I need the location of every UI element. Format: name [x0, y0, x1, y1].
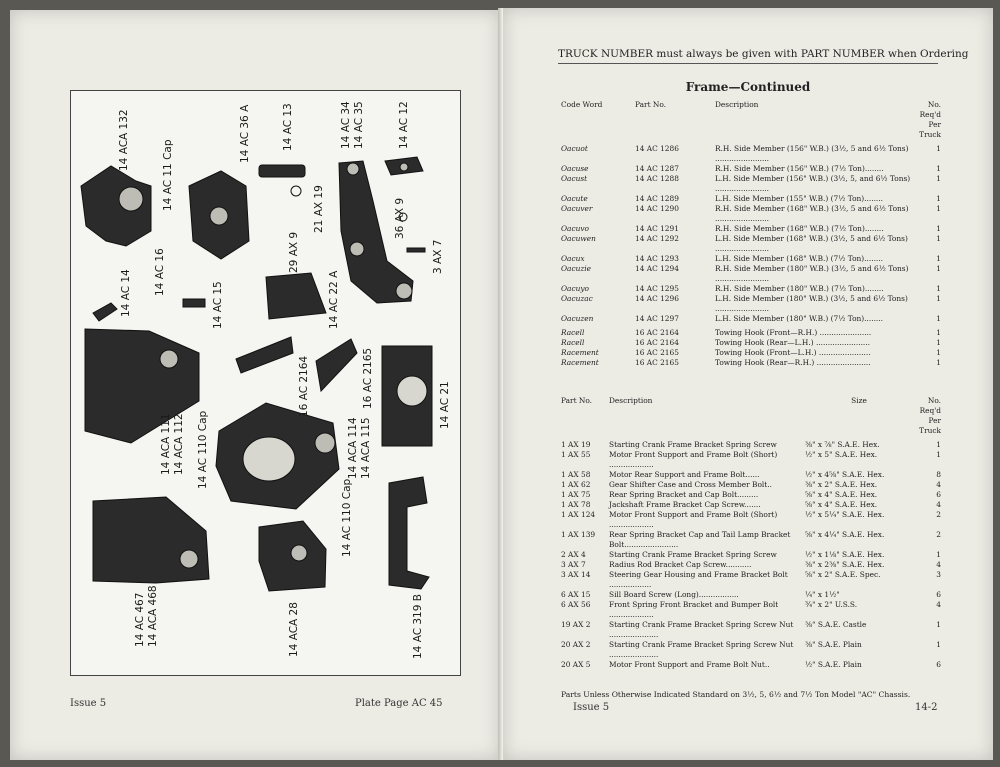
table-row: 3 AX 14 Steering Gear Housing and Frame Bracket Bolt .................. ⅝" x 2" S.A.E. Spec. 3: [561, 570, 941, 589]
table-row: Racell 16 AC 2164 Towing Hook (Front—R.H.) ...................... 1: [561, 328, 941, 337]
col-qty: No. Req'd Per Truck: [919, 100, 941, 139]
plate-label: 14 ACA 132: [118, 109, 130, 171]
table-row: Racell 16 AC 2164 Towing Hook (Rear—L.H.) ....................... 1: [561, 338, 941, 347]
plate-label: 3 AX 7: [432, 239, 444, 274]
plate-label: 36 AX 9: [394, 197, 406, 239]
table-row: 1 AX 58 Motor Rear Support and Frame Bolt...... ½" x 4⅝" S.A.E. Hex. 8: [561, 470, 941, 479]
standard-parts-note: Parts Unless Otherwise Indicated Standard on 3½, 5, 6½ and 7½ Ton Model "AC" Chassis.: [561, 690, 911, 699]
plate-label: 14 AC 110 Cap: [197, 410, 209, 489]
table-header: [561, 396, 941, 436]
left-page: [10, 10, 500, 760]
col-part-no: Part No.: [635, 100, 667, 109]
plate-label: 14 AC 15: [212, 281, 224, 329]
plate-label: 14 AC 21: [439, 381, 451, 429]
plate-label: 14 ACA 111: [160, 413, 172, 475]
table-row: 1 AX 19 Starting Crank Frame Bracket Spring Screw ⅜" x ⅞" S.A.E. Hex. 1: [561, 440, 941, 449]
plate-label: 14 AC 35: [353, 101, 365, 149]
table-row: 1 AX 75 Rear Spring Bracket and Cap Bolt......... ⅝" x 4" S.A.E. Hex. 6: [561, 490, 941, 499]
plate-label: 21 AX 19: [313, 185, 325, 233]
table-row: 1 AX 78 Jackshaft Frame Bracket Cap Screw....... ⅝" x 4" S.A.E. Hex. 4: [561, 500, 941, 509]
table-row: Racement 16 AC 2165 Towing Hook (Rear—R.H.) ....................... 1: [561, 358, 941, 367]
table-row: Racement 16 AC 2165 Towing Hook (Front—L.H.) ...................... 1: [561, 348, 941, 357]
plate-label: 14 AC 319 B: [412, 594, 424, 659]
frame-parts-table: [561, 100, 941, 368]
col-code-word: Code Word: [561, 100, 603, 109]
col-qty: No. Req'd Per Truck: [919, 396, 941, 435]
table-row: 19 AX 2 Starting Crank Frame Bracket Spring Screw Nut ..................... ⅜" S.A.E. Castle 1: [561, 620, 941, 639]
table-row: 1 AX 62 Gear Shifter Case and Cross Member Bolt.. ⅜" x 2" S.A.E. Hex. 4: [561, 480, 941, 489]
plate-label: 14 AC 110 Cap: [341, 478, 353, 557]
plate-label: 14 AC 14: [120, 269, 132, 317]
col-description: Description: [715, 100, 759, 109]
left-footer-issue: Issue 5: [70, 698, 107, 709]
table-row: 20 AX 2 Starting Crank Frame Bracket Spring Screw Nut ..................... ⅜" S.A.E. Plain 1: [561, 640, 941, 659]
right-footer-issue: Issue 5: [573, 702, 610, 713]
table-row: Oacuyo 14 AC 1295 R.H. Side Member (180" W.B.) (7½ Ton)........ 1: [561, 284, 941, 293]
plate-label: 14 AC 467: [134, 592, 146, 647]
table-row: 3 AX 7 Radius Rod Bracket Cap Screw........... ⅜" x 2⅜" S.A.E. Hex. 4: [561, 560, 941, 569]
table-row: Oacuzie 14 AC 1294 R.H. Side Member (180" W.B.) (3½, 5 and 6½ Tons) ....................... 1: [561, 264, 941, 283]
table-header: [561, 100, 941, 140]
table-row: Oacuot 14 AC 1286 R.H. Side Member (156" W.B.) (3½, 5 and 6½ Tons) ....................... 1: [561, 144, 941, 163]
table-row: Oacuse 14 AC 1287 R.H. Side Member (156" W.B.) (7½ Ton)........ 1: [561, 164, 941, 173]
table-row: Oacuzen 14 AC 1297 L.H. Side Member (180" W.B.) (7½ Ton)........ 1: [561, 314, 941, 323]
plate-label: 14 ACA 468: [147, 585, 159, 647]
plate-label: 14 AC 13: [282, 103, 294, 151]
table-row: Oacuzac 14 AC 1296 L.H. Side Member (180" W.B.) (3½, 5 and 6½ Tons) ....................... 1: [561, 294, 941, 313]
table-row: Oacuver 14 AC 1290 R.H. Side Member (168" W.B.) (3½, 5 and 6½ Tons) ....................... 1: [561, 204, 941, 223]
left-footer-plate-page: Plate Page AC 45: [355, 698, 443, 709]
table-row: 6 AX 56 Front Spring Front Bracket and Bumper Bolt ................... ¾" x 2" U.S.S. 4: [561, 600, 941, 619]
table-row: 6 AX 15 Sill Board Screw (Long)................. ¼" x 1½" 6: [561, 590, 941, 599]
plate-label: 14 AC 16: [154, 248, 166, 296]
parts-plate-illustration: [71, 91, 460, 675]
plate-label: 14 AC 12: [398, 101, 410, 149]
right-page: [503, 8, 993, 760]
ordering-note-header: TRUCK NUMBER must always be given with PART NUMBER when Ordering: [558, 48, 938, 64]
plate-label: 14 ACA 28: [288, 602, 300, 657]
plate-label: 14 ACA 114: [347, 417, 359, 479]
table-row: Oacuvo 14 AC 1291 R.H. Side Member (168" W.B.) (7½ Ton)........ 1: [561, 224, 941, 233]
table-row: Oacust 14 AC 1288 L.H. Side Member (156" W.B.) (3½, 5, and 6½ Tons) ....................... 1: [561, 174, 941, 193]
parts-plate: [70, 90, 461, 676]
plate-label: 14 ACA 112: [173, 413, 185, 475]
plate-label: 14 AC 22 A: [328, 270, 340, 329]
col-size: Size: [851, 396, 867, 405]
table-row: 1 AX 139 Rear Spring Bracket Cap and Tail Lamp Bracket Bolt....................... ⅝" x 4¼" S.A.E. Hex. 2: [561, 530, 941, 549]
hardware-parts-table: [561, 396, 941, 670]
col-description: Description: [609, 396, 653, 405]
table-row: Oacute 14 AC 1289 L.H. Side Member (155" W.B.) (7½ Ton)........ 1: [561, 194, 941, 203]
table-row: 2 AX 4 Starting Crank Frame Bracket Spring Screw ½" x 1⅛" S.A.E. Hex. 1: [561, 550, 941, 559]
plate-label: 29 AX 9: [288, 231, 300, 273]
table-row: 20 AX 5 Motor Front Support and Frame Bolt Nut.. ½" S.A.E. Plain 6: [561, 660, 941, 669]
plate-label: 14 AC 34: [340, 101, 352, 149]
right-footer-page-number: 14-2: [915, 702, 938, 713]
table-row: 1 AX 124 Motor Front Support and Frame Bolt (Short) ................... ½" x 5¼" S.A.E. Hex. 2: [561, 510, 941, 529]
table-row: Oacuwen 14 AC 1292 L.H. Side Member (168" W.B.) (3½, 5 and 6½ Tons) ....................... 1: [561, 234, 941, 253]
plate-label: 16 AC 2165: [362, 347, 374, 409]
table-row: Oacux 14 AC 1293 L.H. Side Member (168" W.B.) (7½ Ton)........ 1: [561, 254, 941, 263]
plate-label: 14 AC 11 Cap: [162, 139, 174, 211]
section-title: Frame—Continued: [685, 80, 811, 94]
col-part-no: Part No.: [561, 396, 593, 405]
plate-label: 14 AC 36 A: [239, 104, 251, 163]
plate-label: 16 AC 2164: [298, 355, 310, 417]
table-row: 1 AX 55 Motor Front Support and Frame Bolt (Short) ................... ½" x 5" S.A.E. Hex. 1: [561, 450, 941, 469]
plate-label: 14 ACA 115: [360, 417, 372, 479]
